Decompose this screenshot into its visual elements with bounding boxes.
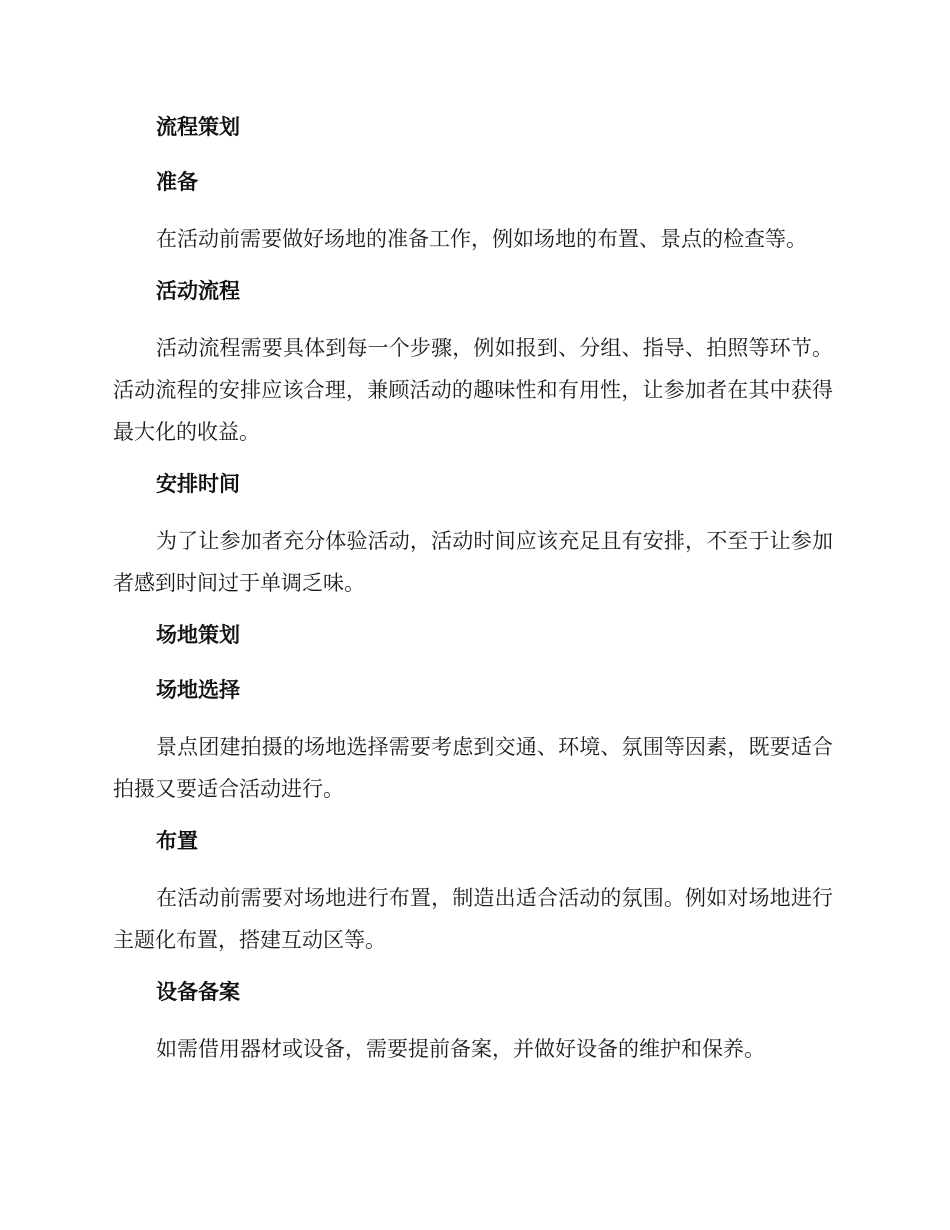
subheading-layout: 布置 xyxy=(156,829,198,853)
subheading-preparation: 准备 xyxy=(156,170,198,194)
subheading-venue-selection: 场地选择 xyxy=(156,678,240,702)
paragraph-preparation: 在活动前需要做好场地的准备工作，例如场地的布置、景点的检查等。 xyxy=(156,227,807,251)
paragraph-layout: 在活动前需要对场地进行布置，制造出适合活动的氛围。例如对场地进行主题化布置，搭建互动区等。 xyxy=(113,886,833,952)
paragraph-equipment-registration: 如需借用器材或设备，需要提前备案，并做好设备的维护和保养。 xyxy=(156,1037,765,1061)
subheading-equipment-registration: 设备备案 xyxy=(156,980,240,1004)
section-heading-venue-planning: 场地策划 xyxy=(156,623,240,647)
subheading-activity-flow: 活动流程 xyxy=(156,279,240,303)
paragraph-activity-flow: 活动流程需要具体到每一个步骤，例如报到、分组、指导、拍照等环节。活动流程的安排应该合理，兼顾活动的趣味性和有用性，让参加者在其中获得最大化的收益。 xyxy=(113,336,833,444)
section-heading-process-planning: 流程策划 xyxy=(156,115,240,139)
paragraph-venue-selection: 景点团建拍摄的场地选择需要考虑到交通、环境、氛围等因素，既要适合拍摄又要适合活动进行。 xyxy=(113,735,833,801)
subheading-schedule: 安排时间 xyxy=(156,472,240,496)
paragraph-schedule: 为了让参加者充分体验活动，活动时间应该充足且有安排，不至于让参加者感到时间过于单调乏味。 xyxy=(113,529,833,595)
document-body xyxy=(113,108,833,1070)
